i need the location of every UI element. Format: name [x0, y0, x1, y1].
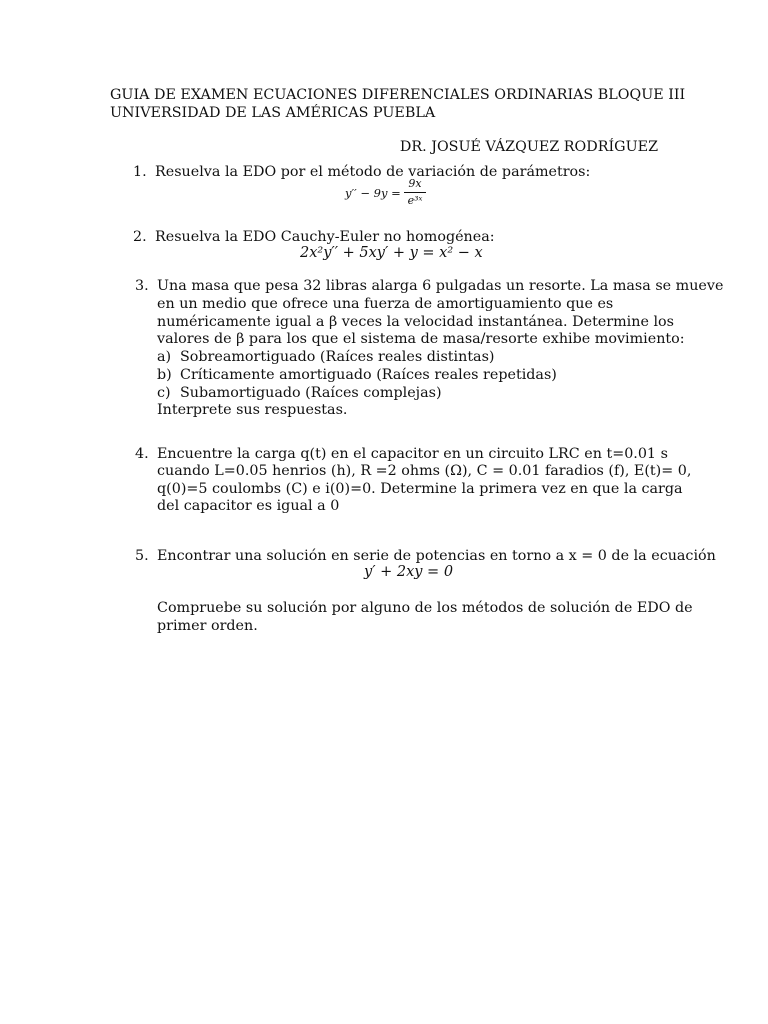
- q5-number: 5.: [135, 548, 149, 564]
- q2-equation: 2x²y′′ + 5xy′ + y = x² − x: [300, 245, 483, 261]
- header-title-line1: GUIA DE EXAMEN ECUACIONES DIFERENCIALES ORDINARIAS BLOQUE III: [110, 87, 686, 103]
- q3-line-1: Una masa que pesa 32 libras alarga 6 pulgadas un resorte. La masa se mueve: [157, 278, 724, 294]
- q5-follow-line-1: Compruebe su solución por alguno de los métodos de solución de EDO de: [157, 600, 693, 616]
- q2-text: Resuelva la EDO Cauchy-Euler no homogénea:: [155, 229, 495, 245]
- q2-number: 2.: [133, 229, 147, 245]
- q1-fraction-bar: [404, 192, 426, 193]
- q3-option-a-text: Sobreamortiguado (Raíces reales distintas): [180, 349, 495, 365]
- q3-option-a-label: a): [157, 349, 172, 365]
- q4-line-2: cuando L=0.05 henrios (h), R =2 ohms (Ω), C = 0.01 faradios (f), E(t)= 0,: [157, 463, 692, 479]
- q4-line-3: q(0)=5 coulombs (C) e i(0)=0. Determine la primera vez en que la carga: [157, 481, 683, 497]
- q3-line-2: en un medio que ofrece una fuerza de amortiguamiento que es: [157, 296, 614, 312]
- q3-line-4: valores de β para los que el sistema de masa/resorte exhibe movimiento:: [157, 331, 685, 347]
- q1-equation-lhs: y′′ − 9y =: [345, 186, 401, 200]
- header-author: DR. JOSUÉ VÁZQUEZ RODRÍGUEZ: [399, 139, 658, 155]
- q3-option-b-label: b): [157, 367, 172, 383]
- q4-line-1: Encuentre la carga q(t) en el capacitor en un circuito LRC en t=0.01 s: [157, 446, 668, 462]
- q3-option-c-text: Subamortiguado (Raíces complejas): [180, 385, 442, 401]
- header-title-line2: UNIVERSIDAD DE LAS AMÉRICAS PUEBLA: [110, 105, 436, 121]
- q1-text: Resuelva la EDO por el método de variación de parámetros:: [155, 164, 591, 180]
- q5-equation: y′ + 2xy = 0: [364, 564, 454, 580]
- q5-text: Encontrar una solución en serie de potencias en torno a x = 0 de la ecuación: [157, 548, 716, 564]
- q3-option-c-label: c): [157, 385, 171, 401]
- q1-number: 1.: [133, 164, 147, 180]
- q5-follow-line-2: primer orden.: [157, 618, 258, 634]
- q1-equation-numerator: 9x: [408, 177, 422, 190]
- q3-option-b-text: Críticamente amortiguado (Raíces reales repetidas): [180, 367, 557, 383]
- q1-equation-denominator: e³ˣ: [407, 194, 423, 207]
- q3-line-3: numéricamente igual a β veces la velocidad instantánea. Determine los: [157, 314, 674, 330]
- q3-number: 3.: [135, 278, 149, 294]
- q3-closing: Interprete sus respuestas.: [157, 402, 348, 418]
- q4-number: 4.: [135, 446, 149, 462]
- q4-line-4: del capacitor es igual a 0: [157, 498, 340, 514]
